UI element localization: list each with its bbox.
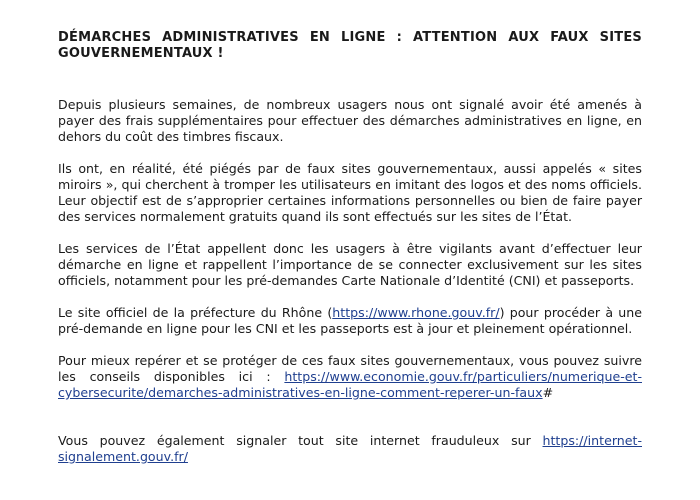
paragraph-vigilance: Les services de l’État appellent donc les usagers à être vigilants avant d’effectuer leur démarche en ligne et rappellent l’importance de se connecter exclusivement sur les sites officiels, notamment pour les pré-demandes Carte Nationale d’Identité (CNI) et passeports.: [58, 241, 642, 288]
document-title: DÉMARCHES ADMINISTRATIVES EN LIGNE : ATTENTION AUX FAUX SITES GOUVERNEMENTAUX !: [58, 30, 642, 61]
paragraph-report-text-before: Vous pouvez également signaler tout site internet frauduleux sur: [58, 433, 543, 448]
paragraph-fake-sites: Ils ont, en réalité, été piégés par de faux sites gouvernementaux, aussi appelés « sites miroirs », qui cherchent à tromper les utilisateurs en imitant des logos et des noms officiels. Leur objectif est de s’approprier certaines informations personnelles ou bien de faire payer des services normalement gratuits quand ils sont effectués sur les sites de l’État.: [58, 161, 642, 224]
paragraph-advice-text-after: #: [542, 385, 554, 400]
paragraph-official-site-text-after: ) pour procéder à une pré-demande en ligne pour les CNI et les passeports est à jour et pleinement opérationnel.: [58, 305, 643, 336]
paragraph-intro: Depuis plusieurs semaines, de nombreux usagers nous ont signalé avoir été amenés à payer des frais supplémentaires pour effectuer des démarches administratives en ligne, en dehors du coût des timbres fiscaux.: [58, 97, 642, 144]
rhone-prefecture-link[interactable]: https://www.rhone.gouv.fr/: [332, 305, 500, 320]
internet-signalement-link[interactable]: https://internet-signalement.gouv.fr/: [58, 433, 642, 464]
paragraph-official-site: [58, 305, 642, 337]
paragraph-official-site-text-before: Le site officiel de la préfecture du Rhône (: [58, 305, 333, 320]
paragraph-advice: [58, 353, 642, 401]
paragraph-report: [58, 433, 642, 465]
paragraph-advice-text-before: Pour mieux repérer et se protéger de ces faux sites gouvernementaux, vous pouvez suivre les conseils disponibles ici :: [58, 353, 642, 384]
economie-advice-link[interactable]: https://www.economie.gouv.fr/particuliers/numerique-et-cybersecurite/demarches-administratives-en-ligne-comment-reperer-un-faux: [58, 369, 642, 400]
